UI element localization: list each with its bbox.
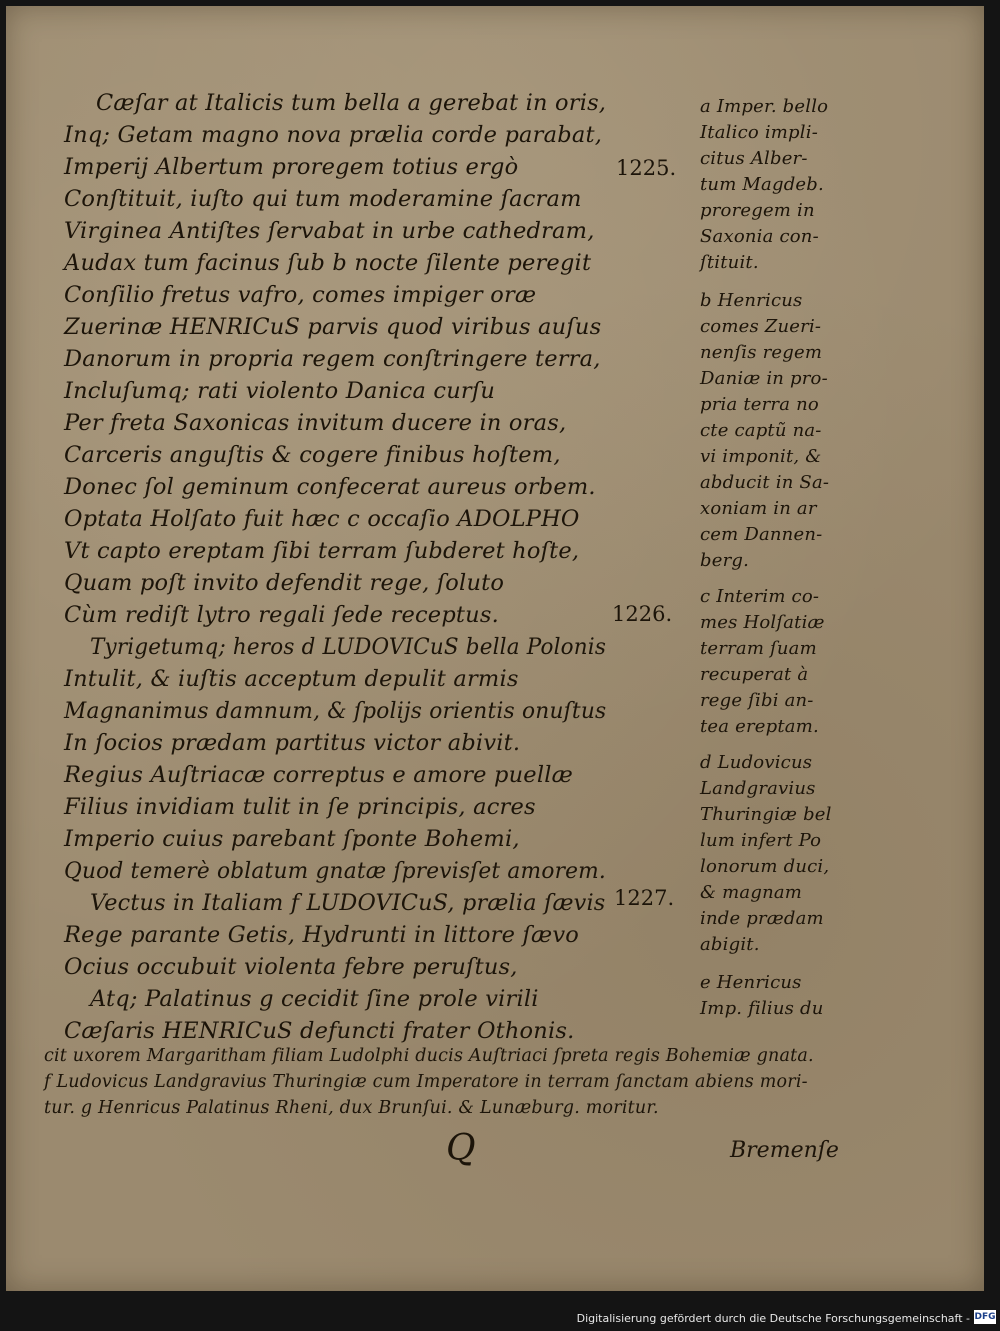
margin-note: abducit in Sa- [700, 472, 830, 493]
margin-note: Italico impli- [700, 122, 818, 143]
margin-note: cem Dannen- [700, 524, 823, 545]
poem-line: Incluſumq; rati violento Danica curſu [64, 378, 496, 404]
margin-note: cte captũ na- [700, 420, 822, 441]
margin-note: e Henricus [700, 972, 802, 993]
poem-line: Filius invidiam tulit in ſe principis, acres [64, 794, 536, 820]
poem-line: Atq; Palatinus g cecidit ſine prole virili [90, 986, 539, 1012]
poem-line: Zuerinæ HENRICuS parvis quod viribus auſus [64, 314, 602, 340]
poem-line: Donec ſol geminum confecerat aureus orbem. [64, 474, 596, 500]
margin-note: rege ſibi an- [700, 690, 814, 711]
margin-note: terram ſuam [700, 638, 817, 659]
poem-line: Regius Auſtriacæ correptus e amore puellæ [64, 762, 573, 788]
poem-line: Rege parante Getis, Hydrunti in littore ſævo [64, 922, 579, 948]
poem-line: Vt capto ereptam ſibi terram ſubderet hoſte, [64, 538, 580, 564]
margin-note: Thuringiæ bel [700, 804, 832, 825]
margin-note: nenſis regem [700, 342, 823, 363]
margin-note: xoniam in ar [700, 498, 817, 519]
year-marker: 1225. [616, 156, 677, 180]
poem-line: Conſtituit, iuſto qui tum moderamine ſacram [64, 186, 582, 212]
footnote-line: cit uxorem Margaritham filiam Ludolphi ducis Auſtriaci ſpreta regis Bohemiæ gnata. [44, 1046, 814, 1066]
margin-note: recuperat à [700, 664, 809, 685]
poem-line: Vectus in Italiam f LUDOVICuS, prælia ſævis [90, 890, 606, 916]
margin-note: berg. [700, 550, 750, 571]
margin-note: Daniæ in pro- [700, 368, 828, 389]
poem-line: Cæſaris HENRICuS defuncti frater Othonis. [64, 1018, 575, 1044]
margin-note: tea ereptam. [700, 716, 819, 737]
margin-note: comes Zueri- [700, 316, 822, 337]
margin-note: ſtituit. [700, 252, 759, 273]
footnote-line: tur. g Henricus Palatinus Rheni, dux Brunſui. & Lunæburg. moritur. [44, 1098, 659, 1118]
margin-note: mes Holſatiæ [700, 612, 825, 633]
margin-note: tum Magdeb. [700, 174, 824, 195]
poem-line: Audax tum facinus ſub b nocte ſilente peregit [64, 250, 592, 276]
catchword: Bremenſe [730, 1138, 839, 1163]
margin-note: abigit. [700, 934, 760, 955]
poem-line: Cæſar at Italicis tum bella a gerebat in oris, [96, 90, 607, 116]
poem-line: Imperio cuius parebant ſponte Bohemi, [64, 826, 520, 852]
margin-note: a Imper. bello [700, 96, 829, 117]
poem-line: Per freta Saxonicas invitum ducere in oras, [64, 410, 567, 436]
poem-line: Inq; Getam magno nova prælia corde parabat, [64, 122, 603, 148]
margin-note: Saxonia con- [700, 226, 819, 247]
poem-line: Ocius occubuit violenta febre peruſtus, [64, 954, 518, 980]
poem-line: Imperij Albertum proregem totius ergò [64, 154, 519, 180]
margin-note: lum infert Po [700, 830, 822, 851]
margin-note: b Henricus [700, 290, 803, 311]
margin-note: d Ludovicus [700, 752, 813, 773]
poem-line: Conſilio fretus vafro, comes impiger oræ [64, 282, 537, 308]
digitization-credit: Digitalisierung gefördert durch die Deutsche Forschungsgemeinschaft - [576, 1312, 970, 1325]
margin-note: Landgravius [700, 778, 816, 799]
margin-note: proregem in [700, 200, 815, 221]
footnote-line: f Ludovicus Landgravius Thuringiæ cum Imperatore in terram ſanctam abiens mori- [44, 1072, 808, 1092]
poem-line: Magnanimus damnum, & ſpolijs orientis onuſtus [64, 698, 607, 724]
margin-note: citus Alber- [700, 148, 808, 169]
margin-note: inde prædam [700, 908, 824, 929]
poem-line: Optata Holſato fuit hæc c occaſio ADOLPHO [64, 506, 580, 532]
year-marker: 1226. [612, 602, 673, 626]
dfg-logo: DFG [974, 1312, 996, 1322]
margin-note: pria terra no [700, 394, 819, 415]
margin-note: lonorum duci, [700, 856, 830, 877]
margin-note: vi imponit, & [700, 446, 822, 467]
poem-line: Intulit, & iuſtis acceptum depulit armis [64, 666, 519, 692]
poem-line: Carceris anguſtis & cogere finibus hoſtem, [64, 442, 561, 468]
poem-line: Quam poſt invito defendit rege, ſoluto [64, 570, 505, 596]
poem-line: Quod temerè oblatum gnatæ ſprevisſet amorem. [64, 858, 607, 884]
poem-line: Virginea Antiſtes ſervabat in urbe cathedram, [64, 218, 595, 244]
poem-line: Tyrigetumq; heros d LUDOVICuS bella Polonis [90, 634, 607, 660]
poem-line: Danorum in propria regem conſtringere terra, [64, 346, 601, 372]
poem-line: Cùm rediſt lytro regali ſede receptus. [64, 602, 499, 628]
margin-note: c Interim co- [700, 586, 820, 607]
poem-line: In ſocios prædam partitus victor abivit. [64, 730, 521, 756]
book-page [6, 6, 984, 1291]
margin-note: & magnam [700, 882, 803, 903]
signature-mark: Q [446, 1128, 476, 1169]
year-marker: 1227. [614, 886, 675, 910]
margin-note: Imp. filius du [700, 998, 824, 1019]
